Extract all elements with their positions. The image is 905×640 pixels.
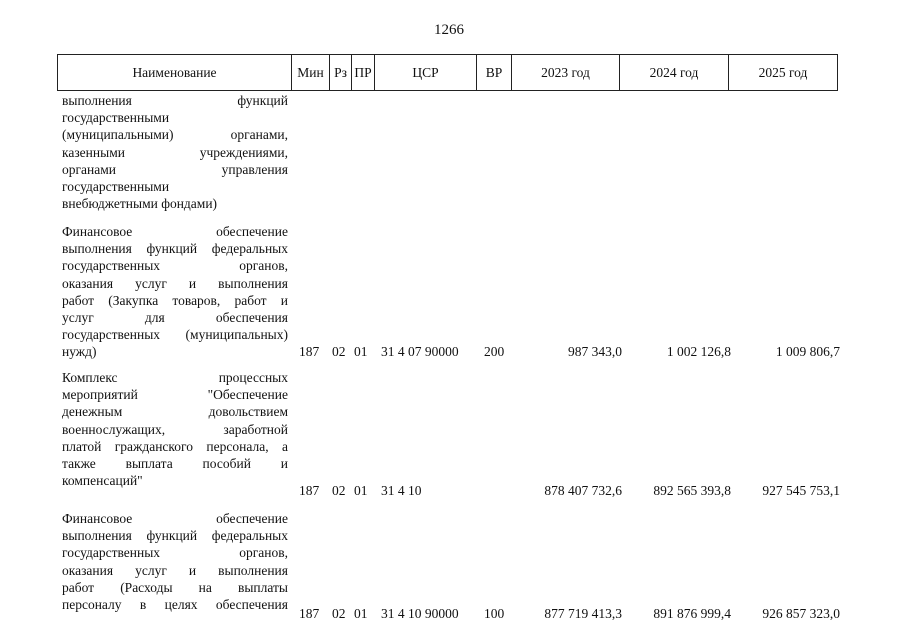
cell-min: 187 [299, 482, 320, 498]
cell-min: 187 [299, 605, 320, 621]
table-row [0, 510, 905, 622]
cell-pr: 01 [354, 605, 368, 621]
table-row [0, 369, 905, 499]
column-header-2023: 2023 год [512, 55, 620, 91]
row-name: Финансовое обеспечение выполнения функций федеральных государственных органов, оказания услуг и выполнения работ (Закупка товаров, работ и услуг для обеспечения государственных (муниципальных) нужд) [62, 224, 288, 360]
cell-csr: 31 4 07 90000 [381, 343, 459, 359]
cell-2025: 927 545 753,1 [762, 482, 840, 498]
column-header-pr: ПР [352, 55, 375, 91]
cell-2023: 987 343,0 [568, 343, 622, 359]
cell-2025: 926 857 323,0 [762, 605, 840, 621]
column-header-name: Наименование [58, 55, 292, 91]
column-header-rz: Рз [330, 55, 352, 91]
page-number: 1266 [434, 22, 464, 38]
column-header-2024: 2024 год [620, 55, 729, 91]
cell-rz: 02 [332, 482, 346, 498]
cell-pr: 01 [354, 482, 368, 498]
cell-rz: 02 [332, 343, 346, 359]
row-name: Комплекс процессных мероприятий "Обеспечение денежным довольствием военнослужащих, заработной платой гражданского персонала, а также выплата пособий и компенсаций" [62, 370, 288, 489]
cell-2025: 1 009 806,7 [775, 343, 840, 359]
cell-csr: 31 4 10 90000 [381, 605, 459, 621]
cell-2024: 1 002 126,8 [666, 343, 731, 359]
row-name: Финансовое обеспечение выполнения функций федеральных государственных органов, оказания услуг и выполнения работ (Расходы на выплаты персоналу в целях обеспечения [62, 511, 288, 613]
cell-2023: 877 719 413,3 [544, 605, 622, 621]
cell-csr: 31 4 10 [381, 482, 422, 498]
column-header-min: Мин [292, 55, 330, 91]
cell-vr: 100 [484, 605, 505, 621]
column-header-vr: ВР [477, 55, 512, 91]
table-row [0, 223, 905, 360]
table-row [0, 92, 905, 223]
cell-min: 187 [299, 343, 320, 359]
cell-rz: 02 [332, 605, 346, 621]
cell-2024: 891 876 999,4 [653, 605, 731, 621]
column-header-csr: ЦСР [375, 55, 477, 91]
column-header-2025: 2025 год [729, 55, 838, 91]
cell-pr: 01 [354, 343, 368, 359]
table-header [57, 54, 838, 91]
cell-2024: 892 565 393,8 [653, 482, 731, 498]
cell-2023: 878 407 732,6 [544, 482, 622, 498]
cell-vr: 200 [484, 343, 505, 359]
table-body [0, 92, 905, 640]
row-name: выполнения функций государственными (муниципальными) органами, казенными учреждениями, органами управления государственными внебюджетными фондами) [62, 93, 288, 212]
